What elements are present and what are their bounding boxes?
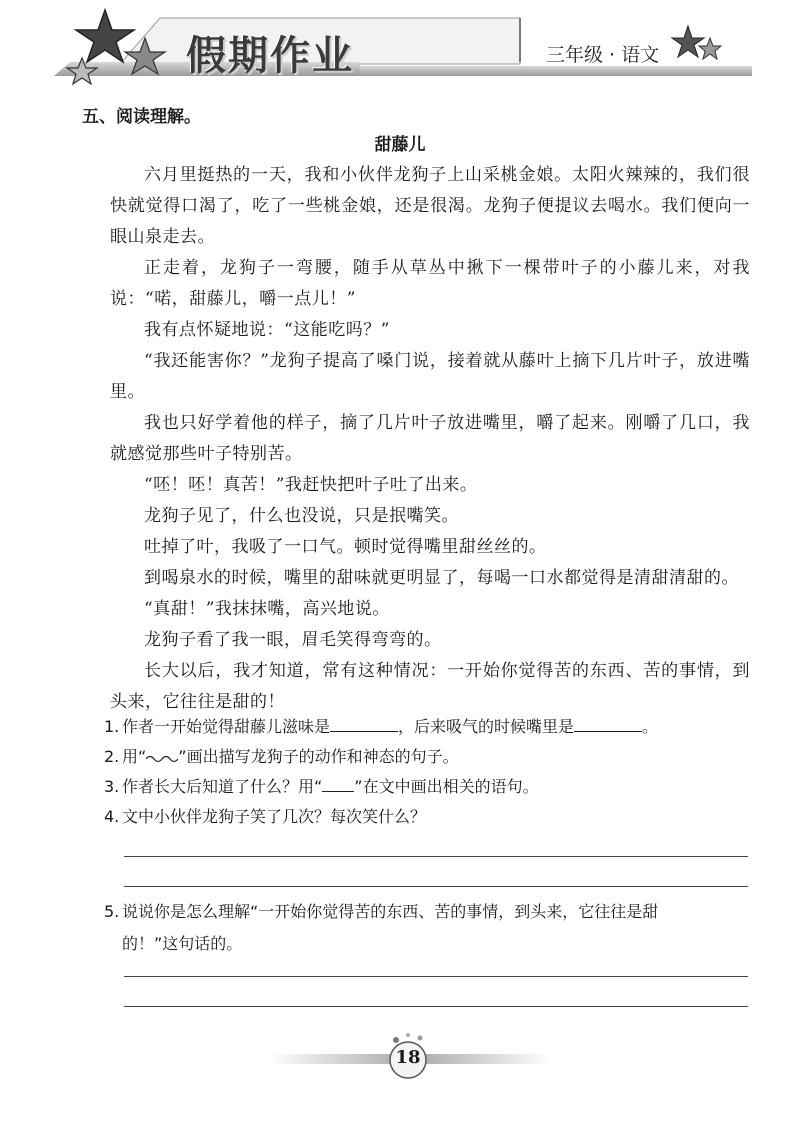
answer-line[interactable] [124,856,748,857]
story-body [110,160,750,718]
answer-line[interactable] [124,886,748,887]
story-paragraph: 到喝泉水的时候，嘴里的甜味就更明显了，每喝一口水都觉得是清甜清甜的。 [144,568,739,588]
story-paragraph: “呸！呸！真苦！”我赶快把叶子吐了出来。 [144,475,478,495]
story-paragraph: 正走着，龙狗子一弯腰，随手从草丛中揪下一棵带叶子的小藤儿来，对我说：“喏，甜藤儿，嚼一点儿！” [110,258,750,309]
page-number: 18 [395,1047,421,1068]
story-paragraph: 我也只好学着他的样子，摘了几片叶子放进嘴里，嚼了起来。刚嚼了几口，我就感觉那些叶子特别苦。 [110,413,750,464]
section-heading: 五、阅读理解。 [82,107,201,127]
question-4: 4. 文中小伙伴龙狗子笑了几次？每次笑什么？ [104,807,427,826]
small-stars-icon [668,18,728,78]
answer-blank[interactable] [574,715,642,732]
header-title: 假期作业 [186,33,354,79]
story-paragraph: 六月里挺热的一天，我和小伙伴龙狗子上山采桃金娘。太阳火辣辣的，我们很快就觉得口渴了，吃了一些桃金娘，还是很渴。龙狗子便提议去喝水。我们便向一眼山泉走去。 [110,165,750,247]
star-cluster-icon [50,0,200,100]
wavy-underline-icon [146,752,178,762]
question-3: 3. 作者长大后知道了什么？用“ ”在文中画出相关的语句。 [104,777,539,796]
answer-line[interactable] [124,1006,748,1007]
question-5: 5. 说说你是怎么理解“一开始你觉得苦的东西、苦的事情，到头来，它往往是甜 的！”这句话的。 [104,902,659,953]
story-paragraph: 长大以后，我才知道，常有这种情况：一开始你觉得苦的东西、苦的事情，到头来，它往往是甜的！ [110,661,750,712]
answer-line[interactable] [124,976,748,977]
story-paragraph: 龙狗子看了我一眼，眉毛笑得弯弯的。 [144,630,442,650]
question-list [104,712,754,832]
story-title: 甜藤儿 [374,135,426,155]
question-1: 1. 作者一开始觉得甜藤儿滋味是 ，后来吸气的时候嘴里是 。 [104,717,659,736]
grade-subject-label: 三年级 · 语文 [546,44,660,66]
question-2: 2. 用“ ”画出描写龙狗子的动作和神态的句子。 [104,747,459,766]
answer-blank[interactable] [330,715,398,732]
story-paragraph: “我还能害你？”龙狗子提高了嗓门说，接着就从藤叶上摘下几片叶子，放进嘴里。 [110,351,750,402]
story-paragraph: “真甜！”我抹抹嘴，高兴地说。 [144,599,390,619]
story-paragraph: 龙狗子见了，什么也没说，只是抿嘴笑。 [144,506,459,526]
story-paragraph: 吐掉了叶，我吸了一口气。顿时觉得嘴里甜丝丝的。 [144,537,547,557]
story-paragraph: 我有点怀疑地说：“这能吃吗？” [144,320,390,340]
header-banner [0,0,800,100]
straight-underline-icon [322,777,354,792]
